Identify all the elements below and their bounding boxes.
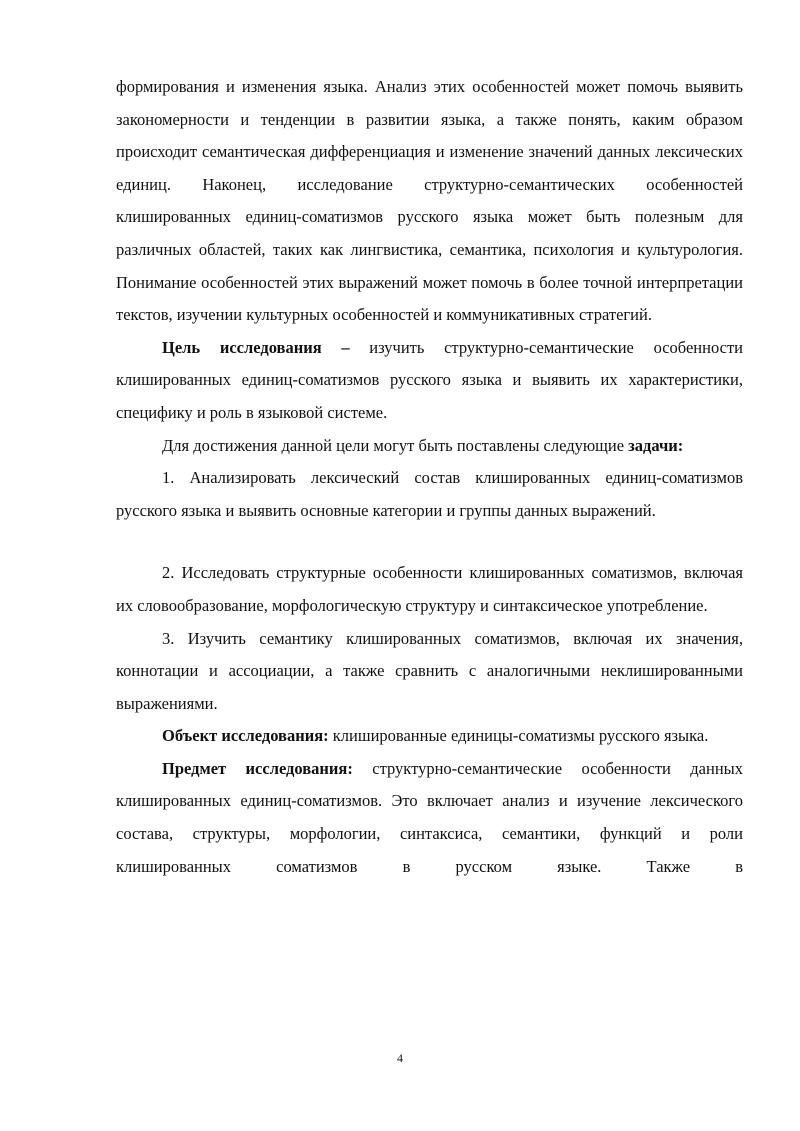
subject-text: структурно-семантические особенности данных клишированных единиц-соматизмов. Это включает анализ и изучение лексического состава, структуры, морфологии, синтаксиса, семантики, функций и роли клишированных соматизмов в русском языке. Также в [116,758,743,876]
tasks-intro-text: Для достижения данной цели могут быть поставлены следующие [162,435,629,455]
goal-label: Цель исследования – [162,337,350,357]
paragraph-tasks-intro [116,430,743,463]
object-label: Объект исследования: [162,726,329,746]
paragraph-object [116,720,743,753]
task-item-2: 2. Исследовать структурные особенности клишированных соматизмов, включая их словообразование, морфологическую структуру и синтаксическое употребление. [116,563,743,615]
task-item-3: 3. Изучить семантику клишированных соматизмов, включая их значения, коннотации и ассоциации, а также сравнить с аналогичными неклишированными выражениями. [116,628,743,713]
paragraph-intro: формирования и изменения языка. Анализ этих особенностей может помочь выявить закономерности и тенденции в развитии языка, а также понять, каким образом происходит семантическая дифференциация и изменение значений данных лексических единиц. Наконец, исследование структурно-семантических особенностей клишированных единиц-соматизмов русского языка может быть полезным для различных областей, таких как лингвистика, семантика, психология и культурология. Понимание особенностей этих выражений может помочь в более точной интерпретации текстов, изучении культурных особенностей и коммуникативных стратегий. [116,77,743,325]
page-number: 4 [397,1051,403,1065]
paragraph-goal [116,332,743,430]
tasks-label: задачи: [628,435,684,455]
text-body [116,71,743,883]
object-text: клишированные единицы-соматизмы русского языка. [328,726,709,746]
task-item-1: 1. Анализировать лексический состав клишированных единиц-соматизмов русского языка и выявить основные категории и группы данных выражений. [116,468,743,520]
paragraph-subject [116,753,743,883]
goal-text: изучить структурно-семантические особенности клишированных единиц-соматизмов русского языка и выявить их характеристики, специфику и роль в языковой системе. [116,337,743,422]
subject-label: Предмет исследования: [162,758,353,778]
